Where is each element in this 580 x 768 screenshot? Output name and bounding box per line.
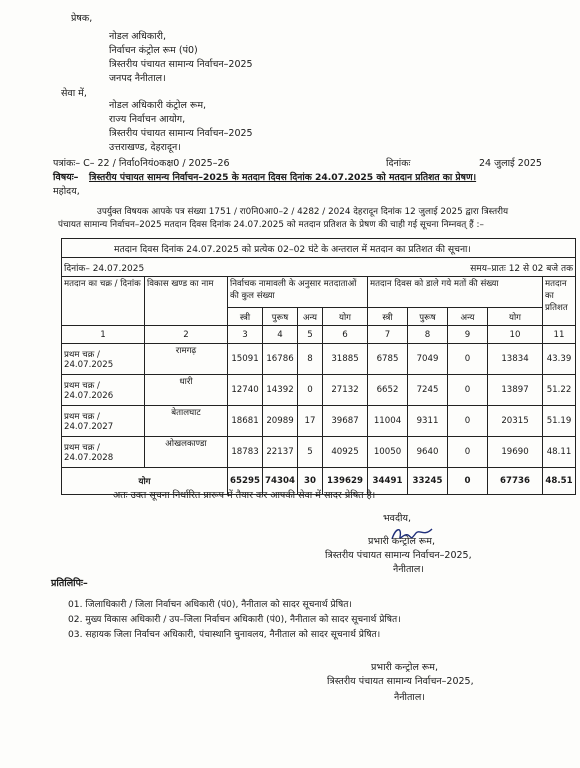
recipient-label: सेवा में, bbox=[61, 88, 87, 99]
col-number: 9 bbox=[448, 326, 488, 344]
copy-item: 03. सहायक जिला निर्वाचन अधिकारी, पंचास्थानि चुनावलय, नैनीताल को सादर सूचनार्थ प्रेषित। bbox=[68, 630, 381, 640]
table-date: दिनांक– 24.07.2025 bbox=[64, 263, 145, 274]
value-cell: 9640 bbox=[408, 437, 448, 468]
header-votes-cast: मतदान दिवस को डाले गये मतों की संख्या bbox=[368, 277, 543, 308]
value-cell: 15091 bbox=[228, 344, 263, 375]
value-cell: 8 bbox=[298, 344, 323, 375]
value-cell: 10050 bbox=[368, 437, 408, 468]
col-number: 7 bbox=[368, 326, 408, 344]
sender-label: प्रेषक, bbox=[71, 13, 93, 24]
col-number: 2 bbox=[145, 326, 228, 344]
signature-designation: त्रिस्तरीय पंचायत सामान्य निर्वाचन–2025, bbox=[325, 550, 472, 561]
subject-text: त्रिस्तरीय पंचायत सामन्य निर्वाचन–2025 के मतदान दिवस दिनांक 24.07.2025 को मतदान प्रतिशत का प्रेषण। bbox=[89, 172, 477, 183]
value-cell: 39687 bbox=[323, 406, 368, 437]
value-cell: 31885 bbox=[323, 344, 368, 375]
signature-designation: नैनीताल। bbox=[394, 692, 425, 703]
block-cell: बेतालघाट bbox=[145, 406, 228, 437]
header-percent: मतदान का प्रतिशत bbox=[543, 277, 576, 326]
col-number: 10 bbox=[488, 326, 543, 344]
copy-item: 01. जिलाधिकारी / जिला निर्वाचन अधिकारी (पं0), नैनीताल को सादर सूचनार्थ प्रेषित। bbox=[68, 600, 352, 610]
value-cell: 19690 bbox=[488, 437, 543, 468]
value-cell: 22137 bbox=[263, 437, 298, 468]
table-row bbox=[62, 344, 576, 375]
phase-cell: प्रथम चक्र / 24.07.2026 bbox=[62, 375, 145, 406]
sender-line: जनपद नैनीताल। bbox=[109, 73, 166, 84]
copy-label: प्रतिलिपिः– bbox=[51, 578, 88, 589]
phase-cell: प्रथम चक्र / 24.07.2028 bbox=[62, 437, 145, 468]
subheader: पुरूष bbox=[263, 308, 298, 326]
sender-line: त्रिस्तरीय पंचायत सामान्य निर्वाचन–2025 bbox=[109, 59, 253, 70]
subheader: योग bbox=[488, 308, 543, 326]
col-number: 6 bbox=[323, 326, 368, 344]
col-number: 1 bbox=[62, 326, 145, 344]
date-value: 24 जुलाई 2025 bbox=[479, 158, 542, 169]
table-row bbox=[62, 375, 576, 406]
signature-designation: नैनीताल। bbox=[393, 564, 424, 575]
value-cell: 20989 bbox=[263, 406, 298, 437]
body-text: उपर्युक्त विषयक आपके पत्र संख्या 1751 / रा0नि0आ0–2 / 4282 / 2024 देहरादून दिनांक 12 जुलाई 2025 द्वारा त्रिस्तरीय bbox=[97, 207, 509, 217]
letter-number: पत्रांकः– C– 22 / निर्वाoनियंoकक्ष0 / 2025–26 bbox=[53, 158, 230, 169]
table-time: समय–प्रातः 12 से 02 बजे तक bbox=[470, 263, 573, 274]
value-cell: 11004 bbox=[368, 406, 408, 437]
total-cell: 67736 bbox=[488, 468, 543, 495]
table-title: मतदान दिवस दिनांक 24.07.2025 को प्रत्येक 02–02 घंटे के अन्तराल में मतदान का प्रतिशत की सूचना। bbox=[114, 243, 471, 255]
value-cell: 27132 bbox=[323, 375, 368, 406]
value-cell: 0 bbox=[298, 375, 323, 406]
subheader: अन्य bbox=[448, 308, 488, 326]
value-cell: 13834 bbox=[488, 344, 543, 375]
value-cell: 7049 bbox=[408, 344, 448, 375]
header-block: विकास खण्ड का नाम bbox=[145, 277, 228, 326]
recipient-line: नोडल अधिकारी कंट्रोल रूम, bbox=[109, 100, 207, 111]
block-cell: ओखलकाण्डा bbox=[145, 437, 228, 468]
value-cell: 43.39 bbox=[543, 344, 576, 375]
table-info-row bbox=[62, 258, 576, 277]
recipient-line: राज्य निर्वाचन आयोग, bbox=[109, 114, 186, 125]
body-text: पंचायत सामान्य निर्वाचन–2025 मतदान दिवस दिनांक 24.07.2025 को मतदान प्रतिशत के प्रेषण की चाही गई सूचना निम्नवत् हैं :– bbox=[58, 220, 484, 230]
block-cell: धारी bbox=[145, 375, 228, 406]
recipient-line: त्रिस्तरीय पंचायत सामान्य निर्वाचन–2025 bbox=[109, 128, 253, 139]
salutation: महोदय, bbox=[53, 186, 80, 197]
subheader: योग bbox=[323, 308, 368, 326]
signature-designation: त्रिस्तरीय पंचायत सामान्य निर्वाचन–2025, bbox=[327, 676, 474, 687]
total-cell: 30 bbox=[298, 468, 323, 495]
value-cell: 0 bbox=[448, 375, 488, 406]
copy-item: 02. मुख्य विकास अधिकारी / उप–जिला निर्वाचन अधिकारी (पं0), नैनीताल को सादर सूचनार्थ प्रेषित। bbox=[68, 615, 401, 625]
value-cell: 9311 bbox=[408, 406, 448, 437]
date-label: दिनांकः bbox=[386, 158, 411, 169]
value-cell: 7245 bbox=[408, 375, 448, 406]
value-cell: 6785 bbox=[368, 344, 408, 375]
col-number: 3 bbox=[228, 326, 263, 344]
col-number: 8 bbox=[408, 326, 448, 344]
signature-designation: प्रभारी कन्ट्रोल रूम, bbox=[368, 536, 435, 547]
value-cell: 16786 bbox=[263, 344, 298, 375]
closing-note: अतः उक्त सूचना निर्धारित प्रारूप में तैयार कर आपकी सेवा में सादर प्रेषित है। bbox=[113, 490, 376, 501]
signature-designation: प्रभारी कन्ट्रोल रूम, bbox=[371, 662, 438, 673]
voting-table bbox=[61, 238, 576, 495]
total-cell: 34491 bbox=[368, 468, 408, 495]
total-cell: 48.51 bbox=[543, 468, 576, 495]
header-total-voters: निर्वाचक नामावली के अनुसार मतदाताओं की कुल संख्या bbox=[228, 277, 368, 308]
col-number: 11 bbox=[543, 326, 576, 344]
value-cell: 20315 bbox=[488, 406, 543, 437]
value-cell: 51.22 bbox=[543, 375, 576, 406]
subheader: अन्य bbox=[298, 308, 323, 326]
total-label: योग bbox=[62, 468, 228, 495]
value-cell: 13897 bbox=[488, 375, 543, 406]
value-cell: 48.11 bbox=[543, 437, 576, 468]
table-row bbox=[62, 437, 576, 468]
subheader: पुरूष bbox=[408, 308, 448, 326]
total-cell: 139629 bbox=[323, 468, 368, 495]
total-cell: 74304 bbox=[263, 468, 298, 495]
header-phase: मतदान का चक्र / दिनांक bbox=[62, 277, 145, 326]
col-number: 4 bbox=[263, 326, 298, 344]
table-title-cell bbox=[62, 239, 576, 258]
value-cell: 14392 bbox=[263, 375, 298, 406]
recipient-line: उत्तराखण्ड, देहरादून। bbox=[109, 142, 181, 153]
value-cell: 18783 bbox=[228, 437, 263, 468]
value-cell: 0 bbox=[448, 344, 488, 375]
subheader: स्त्री bbox=[228, 308, 263, 326]
subject-label: विषयः– bbox=[53, 172, 79, 183]
table-row bbox=[62, 406, 576, 437]
subheader: स्त्री bbox=[368, 308, 408, 326]
total-cell: 33245 bbox=[408, 468, 448, 495]
value-cell: 12740 bbox=[228, 375, 263, 406]
value-cell: 0 bbox=[448, 437, 488, 468]
value-cell: 6652 bbox=[368, 375, 408, 406]
signoff: भवदीय, bbox=[383, 513, 411, 524]
value-cell: 40925 bbox=[323, 437, 368, 468]
block-cell: रामगढ़ bbox=[145, 344, 228, 375]
total-cell: 65295 bbox=[228, 468, 263, 495]
sender-line: नोडल अधिकारी, bbox=[109, 31, 166, 42]
total-cell: 0 bbox=[448, 468, 488, 495]
value-cell: 5 bbox=[298, 437, 323, 468]
col-number: 5 bbox=[298, 326, 323, 344]
value-cell: 18681 bbox=[228, 406, 263, 437]
value-cell: 17 bbox=[298, 406, 323, 437]
value-cell: 51.19 bbox=[543, 406, 576, 437]
phase-cell: प्रथम चक्र / 24.07.2025 bbox=[62, 344, 145, 375]
phase-cell: प्रथम चक्र / 24.07.2027 bbox=[62, 406, 145, 437]
sender-line: निर्वाचन कंट्रोल रूम (पं0) bbox=[109, 45, 198, 56]
value-cell: 0 bbox=[448, 406, 488, 437]
